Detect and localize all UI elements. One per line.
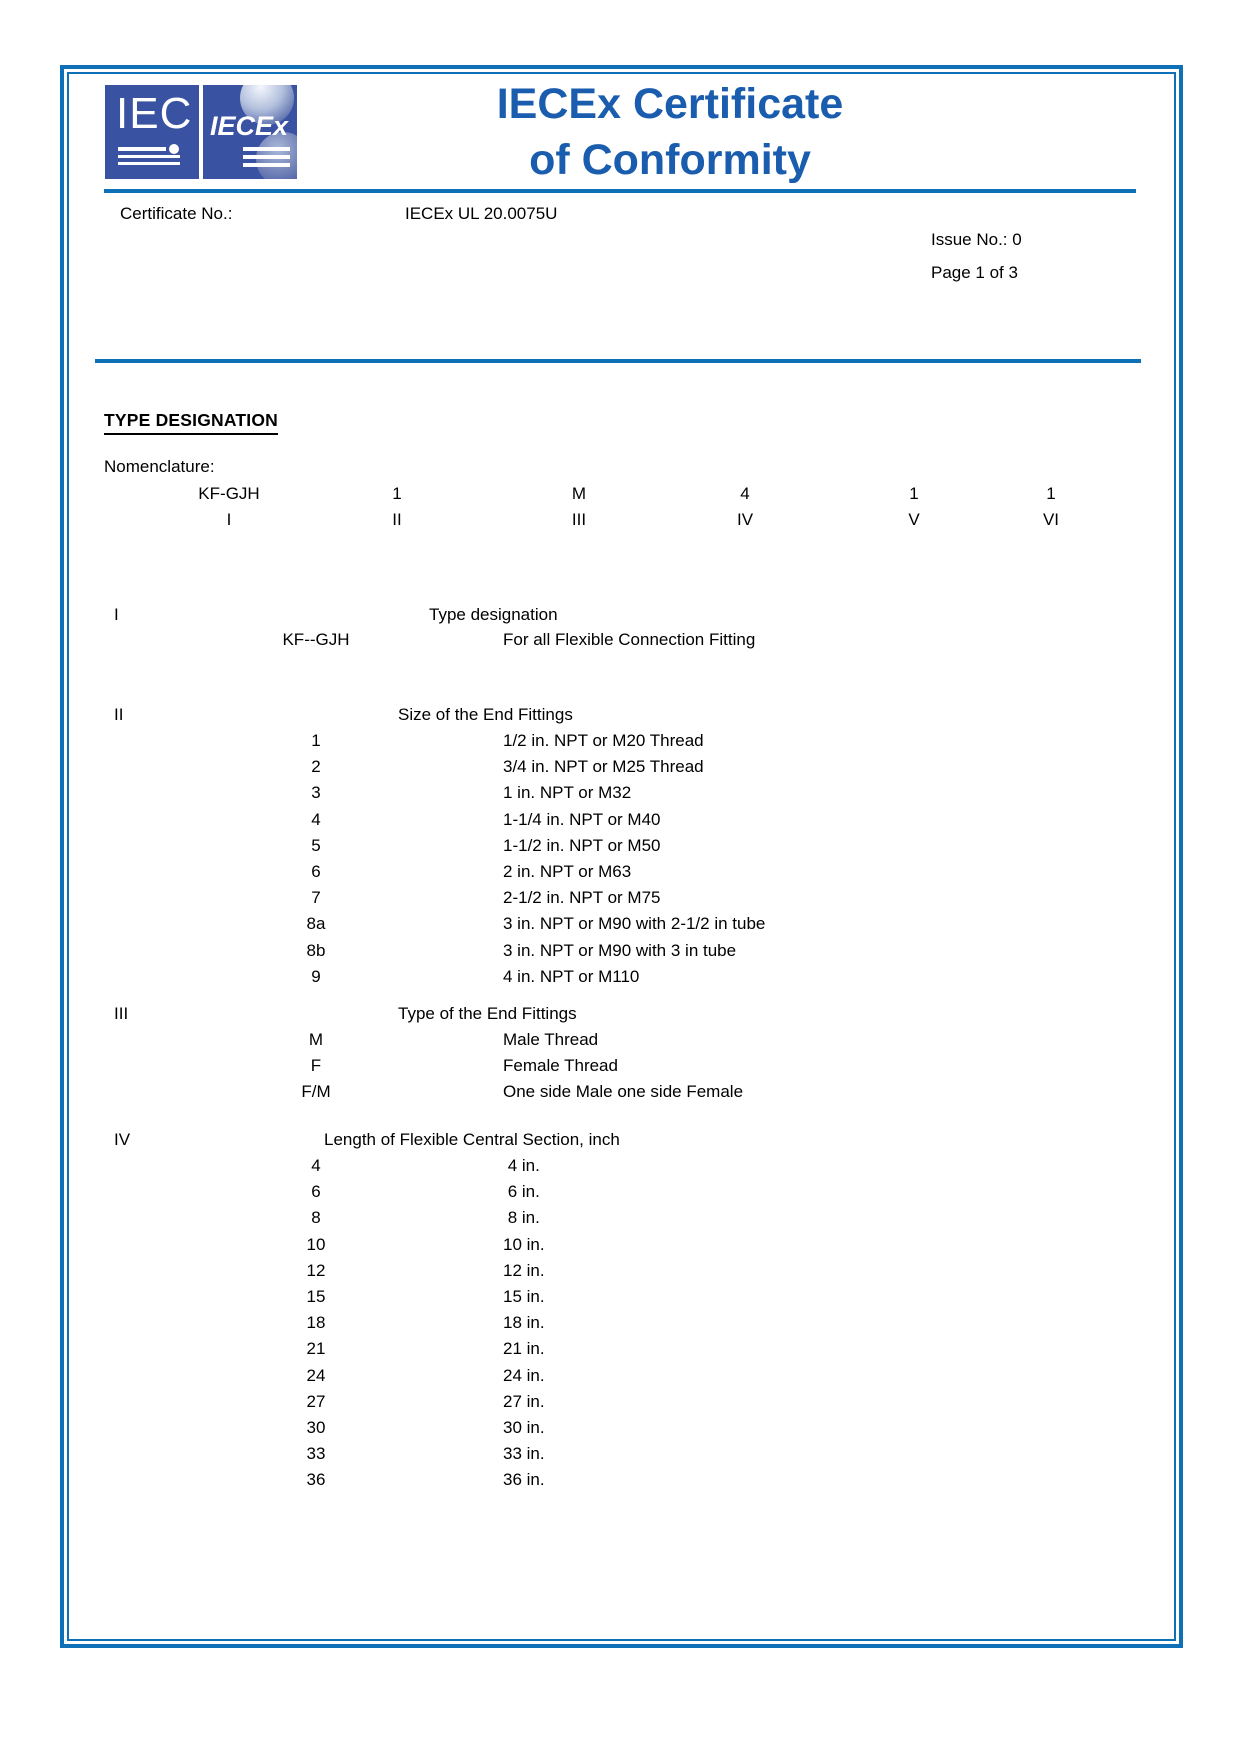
list-item xyxy=(0,630,1241,656)
item-code: 36 xyxy=(306,1470,326,1490)
section-iii-numeral: III xyxy=(114,1004,129,1023)
section-i-heading: Type designation xyxy=(429,605,558,624)
item-desc: 4 in. xyxy=(503,1156,540,1175)
list-item xyxy=(0,1182,1241,1208)
item-desc: 30 in. xyxy=(503,1417,545,1437)
type-designation-heading: TYPE DESIGNATION xyxy=(104,410,278,435)
item-desc: 10 in. xyxy=(503,1234,545,1254)
item-desc: 6 in. xyxy=(503,1182,540,1202)
list-item xyxy=(0,1235,1241,1261)
list-item xyxy=(0,1418,1241,1444)
item-code: 24 xyxy=(306,1365,326,1385)
item-desc: 36 in. xyxy=(503,1470,545,1490)
item-code: F xyxy=(310,1056,322,1076)
nomenclature-code: M xyxy=(571,484,587,503)
section-divider xyxy=(95,359,1141,363)
item-code: 15 xyxy=(306,1286,326,1306)
nomenclature-code: 1 xyxy=(392,484,402,503)
item-code: 8b xyxy=(306,940,326,960)
nomenclature-code: 1 xyxy=(909,484,919,503)
item-code: KF--GJH xyxy=(282,630,350,649)
list-item xyxy=(0,862,1241,888)
item-desc: 1/2 in. NPT or M20 Thread xyxy=(503,731,704,750)
iec-logo-text: IEC xyxy=(116,89,193,138)
item-code: 7 xyxy=(311,888,321,908)
item-code: 12 xyxy=(306,1260,326,1280)
item-code: 33 xyxy=(306,1444,326,1464)
page-number: Page 1 of 3 xyxy=(931,263,1018,282)
item-desc: 3 in. NPT or M90 with 2-1/2 in tube xyxy=(503,914,766,934)
item-desc: 3/4 in. NPT or M25 Thread xyxy=(503,757,704,777)
title-line1: IECEx Certificate xyxy=(496,80,844,128)
section-iii-items xyxy=(0,1030,1241,1109)
list-item xyxy=(0,1313,1241,1339)
list-item xyxy=(0,1339,1241,1365)
item-code: 27 xyxy=(306,1391,326,1411)
list-item xyxy=(0,1470,1241,1496)
item-desc: For all Flexible Connection Fitting xyxy=(503,630,756,649)
iec-logo-bar xyxy=(118,155,180,158)
page-title xyxy=(240,76,1100,188)
iec-logo xyxy=(105,85,199,179)
item-desc: 2-1/2 in. NPT or M75 xyxy=(503,888,661,908)
item-code: 4 xyxy=(311,1156,321,1175)
section-i-numeral: I xyxy=(114,605,119,624)
section-i-items xyxy=(0,630,1241,656)
item-desc: 21 in. xyxy=(503,1339,545,1359)
section-ii-numeral: II xyxy=(114,705,124,724)
item-desc: 1-1/2 in. NPT or M50 xyxy=(503,835,661,855)
item-code: 10 xyxy=(306,1234,326,1254)
item-code: 21 xyxy=(306,1339,326,1359)
item-code: M xyxy=(308,1030,324,1049)
list-item xyxy=(0,1261,1241,1287)
list-item xyxy=(0,967,1241,993)
list-item xyxy=(0,1392,1241,1418)
item-code: 6 xyxy=(311,861,321,881)
item-code: 2 xyxy=(311,757,321,777)
section-ii-heading: Size of the End Fittings xyxy=(398,705,573,724)
item-code: 3 xyxy=(311,783,321,803)
item-code: 9 xyxy=(311,966,321,986)
item-code: 30 xyxy=(306,1417,326,1437)
list-item xyxy=(0,888,1241,914)
list-item xyxy=(0,810,1241,836)
nomenclature-label: Nomenclature: xyxy=(104,457,215,476)
list-item xyxy=(0,1444,1241,1470)
item-desc: 1-1/4 in. NPT or M40 xyxy=(503,809,661,829)
certificate-no-value: IECEx UL 20.0075U xyxy=(405,204,558,223)
item-desc: 24 in. xyxy=(503,1365,545,1385)
list-item xyxy=(0,783,1241,809)
section-ii-items xyxy=(0,731,1241,993)
nomenclature-numeral: II xyxy=(392,510,402,529)
nomenclature-numeral: III xyxy=(571,510,587,529)
title-line2: of Conformity xyxy=(529,136,811,184)
item-desc: 12 in. xyxy=(503,1260,545,1280)
list-item xyxy=(0,914,1241,940)
nomenclature-numeral: I xyxy=(226,510,232,529)
nomenclature-numeral: VI xyxy=(1042,510,1060,529)
item-desc: Male Thread xyxy=(503,1030,599,1049)
list-item xyxy=(0,836,1241,862)
item-code: 6 xyxy=(311,1182,321,1202)
item-desc: 8 in. xyxy=(503,1208,540,1228)
item-code: 8a xyxy=(306,914,326,934)
header-divider xyxy=(104,189,1136,193)
section-iv-items xyxy=(0,1156,1241,1496)
list-item xyxy=(0,1030,1241,1056)
item-desc: 18 in. xyxy=(503,1313,545,1333)
item-desc: 27 in. xyxy=(503,1391,545,1411)
item-desc: 4 in. NPT or M110 xyxy=(503,966,640,986)
iec-logo-bar xyxy=(118,162,180,165)
item-desc: 1 in. NPT or M32 xyxy=(503,783,632,803)
item-code: 8 xyxy=(311,1208,321,1228)
item-desc: 3 in. NPT or M90 with 3 in tube xyxy=(503,940,737,960)
item-code: 4 xyxy=(311,809,321,829)
nomenclature-code: KF-GJH xyxy=(198,484,260,503)
certificate-no-label: Certificate No.: xyxy=(120,204,233,223)
item-code: 1 xyxy=(311,731,321,750)
section-iv-heading: Length of Flexible Central Section, inch xyxy=(324,1130,620,1149)
nomenclature-numeral: V xyxy=(908,510,920,529)
list-item xyxy=(0,1156,1241,1182)
list-item xyxy=(0,757,1241,783)
item-desc: One side Male one side Female xyxy=(503,1082,744,1102)
item-desc: Female Thread xyxy=(503,1056,618,1076)
issue-no: Issue No.: 0 xyxy=(931,230,1022,249)
nomenclature-numeral: IV xyxy=(736,510,754,529)
item-desc: 2 in. NPT or M63 xyxy=(503,861,632,881)
list-item xyxy=(0,1082,1241,1108)
iec-logo-dot xyxy=(169,144,179,154)
nomenclature-code: 1 xyxy=(1046,484,1056,503)
section-iv-numeral: IV xyxy=(114,1130,131,1149)
item-desc: 15 in. xyxy=(503,1286,545,1306)
list-item xyxy=(0,941,1241,967)
item-desc: 33 in. xyxy=(503,1444,545,1464)
item-code: 5 xyxy=(311,835,321,855)
list-item xyxy=(0,1366,1241,1392)
iecex-logo-text: IECEx xyxy=(210,111,289,141)
list-item xyxy=(0,1287,1241,1313)
list-item xyxy=(0,731,1241,757)
iec-logo-bar xyxy=(118,147,166,151)
item-code: F/M xyxy=(301,1082,331,1102)
item-code: 18 xyxy=(306,1313,326,1333)
nomenclature-code: 4 xyxy=(740,484,750,503)
section-iii-heading: Type of the End Fittings xyxy=(398,1004,577,1023)
list-item xyxy=(0,1056,1241,1082)
list-item xyxy=(0,1208,1241,1234)
